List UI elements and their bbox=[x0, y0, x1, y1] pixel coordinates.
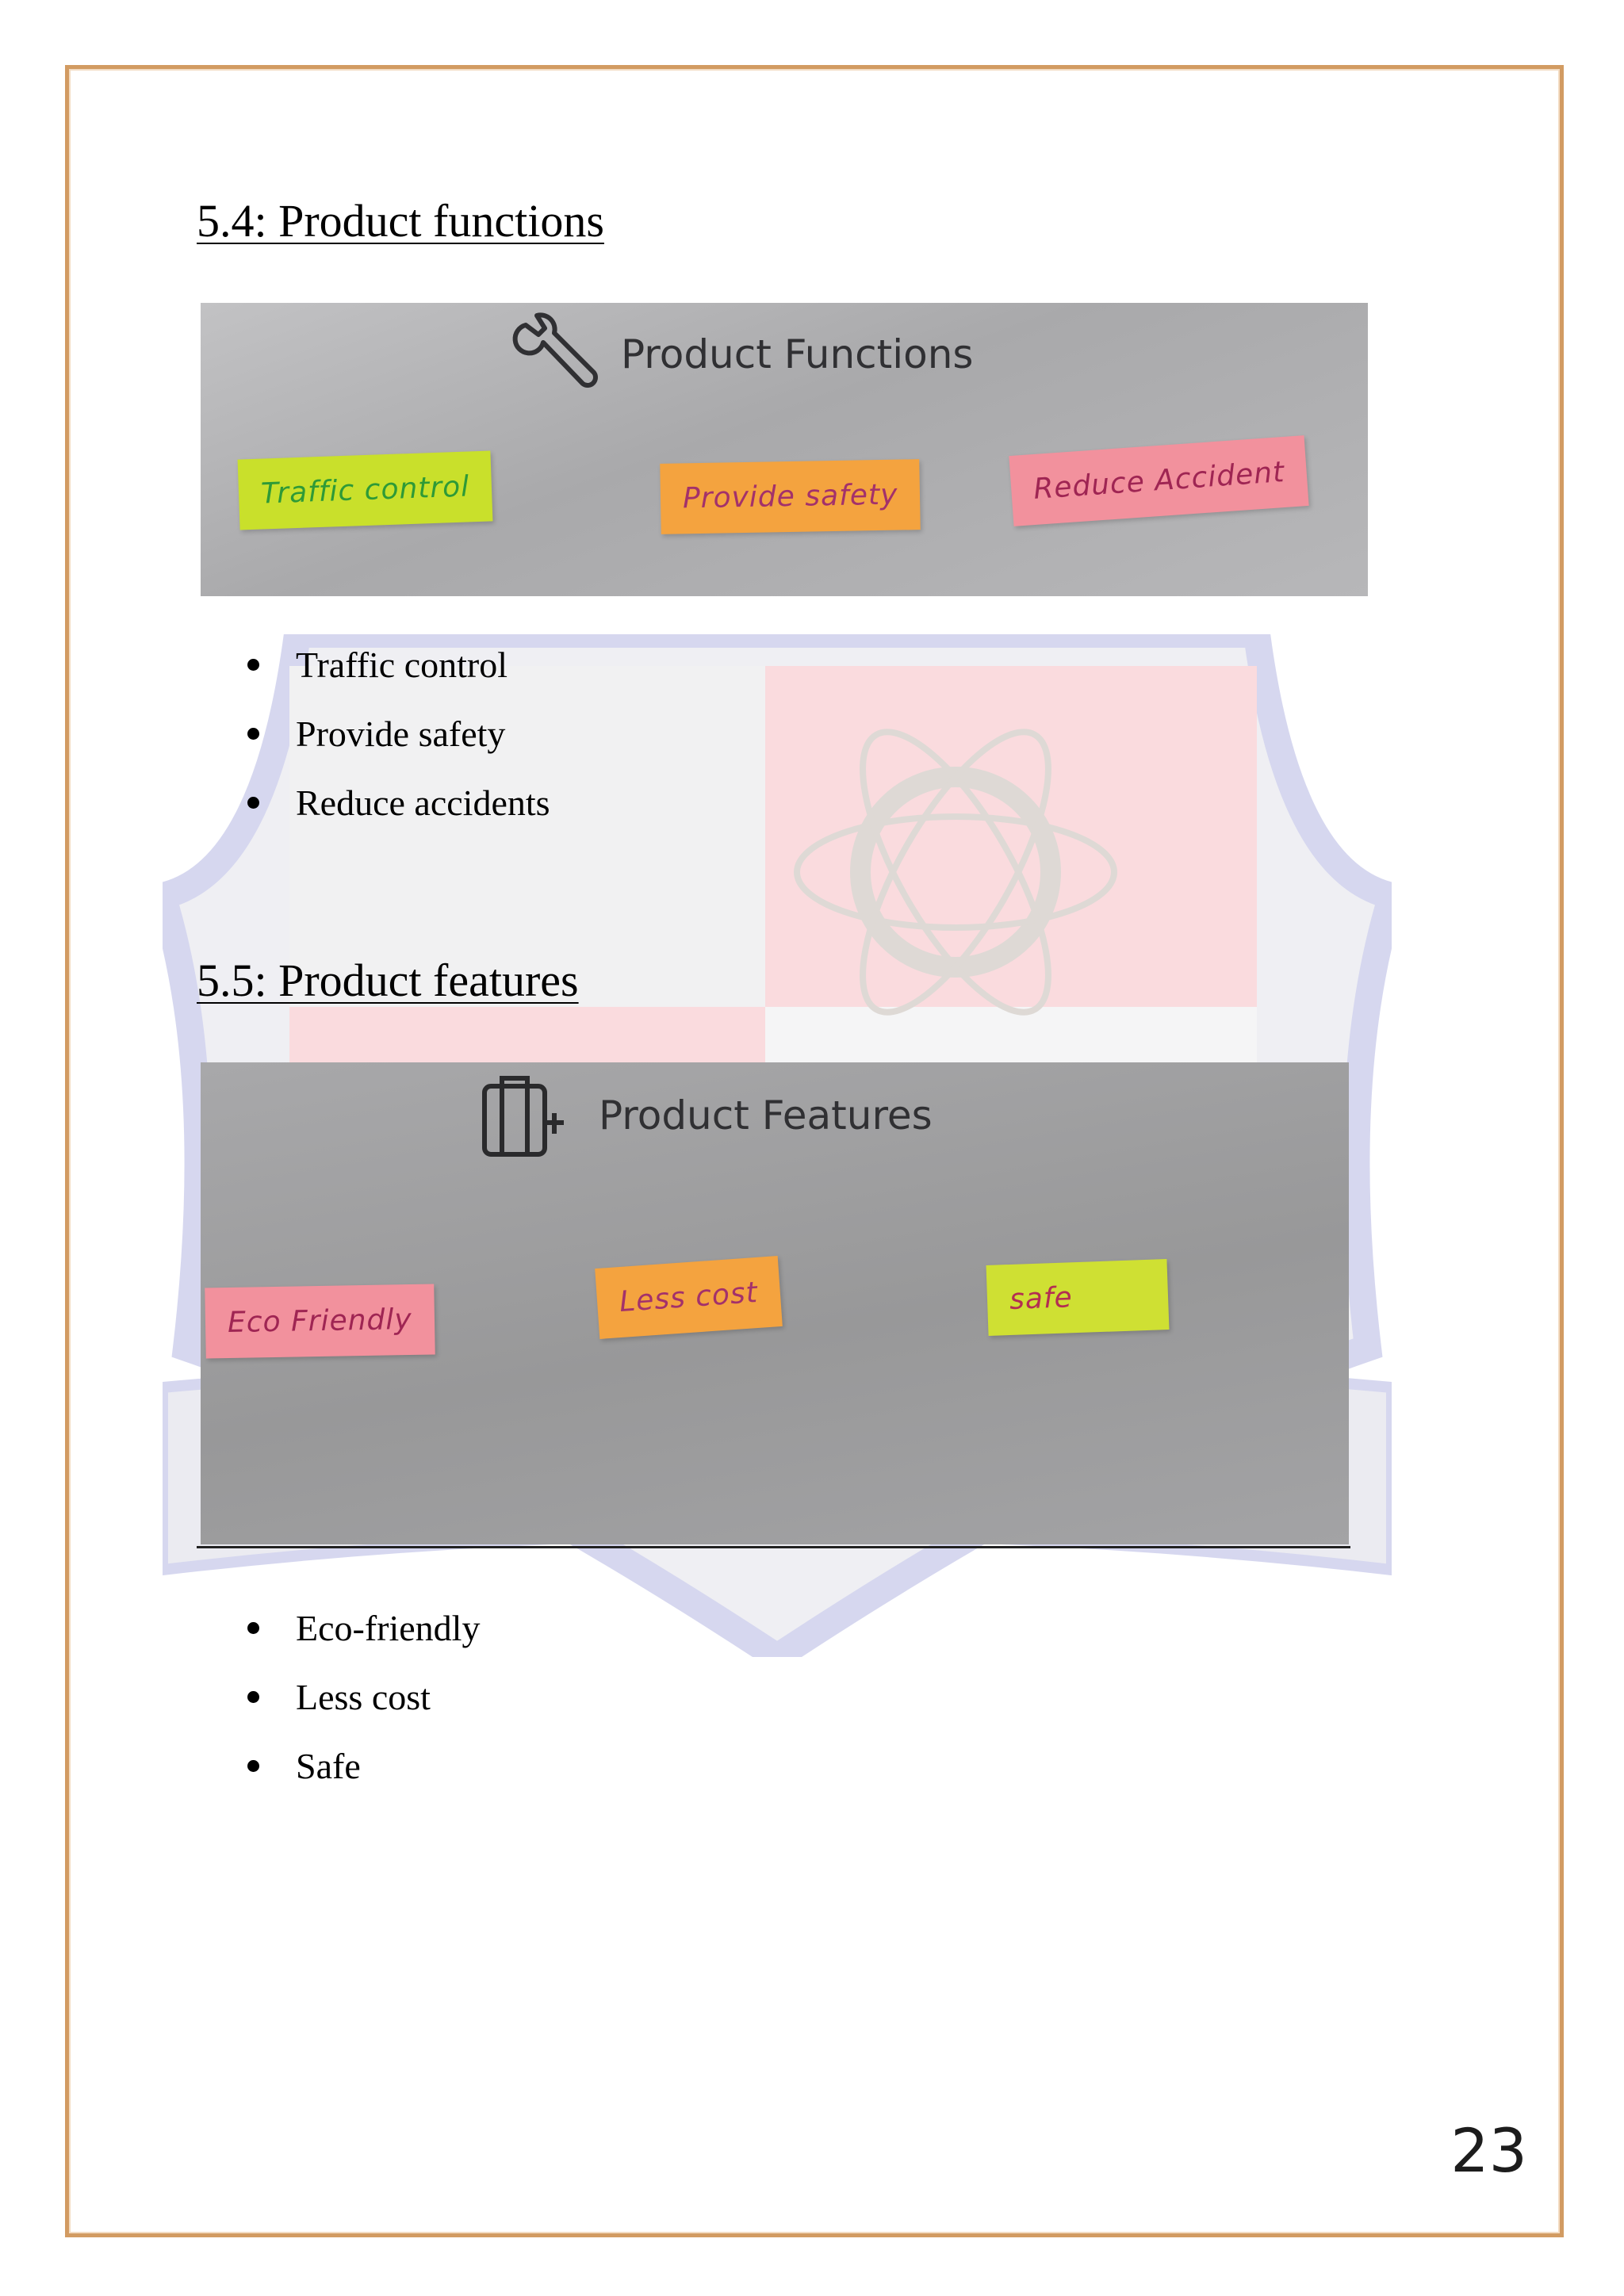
page-number: 23 bbox=[1450, 2115, 1527, 2186]
photo-header bbox=[510, 311, 973, 398]
bullet-icon bbox=[247, 728, 259, 740]
product-features-photo bbox=[201, 1062, 1349, 1544]
product-features-list bbox=[197, 1594, 480, 1800]
section-title-product-features: 5.5: Product features bbox=[197, 955, 579, 1006]
figure-rule bbox=[197, 1546, 1350, 1548]
list-item: Eco-friendly bbox=[197, 1594, 480, 1663]
list-item: Safe bbox=[197, 1732, 480, 1800]
sticky-note-less-cost: Less cost bbox=[595, 1256, 783, 1339]
list-item: Traffic control bbox=[197, 630, 550, 699]
list-item: Reduce accidents bbox=[197, 768, 550, 837]
sticky-note-reduce-accident: Reduce Accident bbox=[1009, 435, 1309, 526]
bullet-icon bbox=[247, 659, 259, 671]
wrench-icon bbox=[510, 311, 605, 398]
list-item: Provide safety bbox=[197, 699, 550, 768]
photo-header-label: Product Functions bbox=[621, 331, 974, 377]
list-item: Less cost bbox=[197, 1663, 480, 1732]
bullet-icon bbox=[247, 797, 259, 809]
sticky-note-traffic-control: Traffic control bbox=[238, 450, 493, 530]
sticky-note-eco-friendly: Eco Friendly bbox=[205, 1284, 435, 1358]
photo-header bbox=[480, 1072, 933, 1159]
bullet-icon bbox=[247, 1760, 259, 1772]
product-functions-list bbox=[197, 630, 550, 837]
section-title-product-functions: 5.4: Product functions bbox=[197, 195, 604, 247]
briefcase-icon bbox=[480, 1072, 583, 1159]
bullet-icon bbox=[247, 1622, 259, 1634]
photo-header-label: Product Features bbox=[599, 1093, 933, 1138]
sticky-note-safe: safe bbox=[986, 1259, 1170, 1336]
sticky-note-provide-safety: Provide safety bbox=[660, 459, 921, 534]
product-functions-photo bbox=[201, 303, 1368, 596]
bullet-icon bbox=[247, 1691, 259, 1703]
